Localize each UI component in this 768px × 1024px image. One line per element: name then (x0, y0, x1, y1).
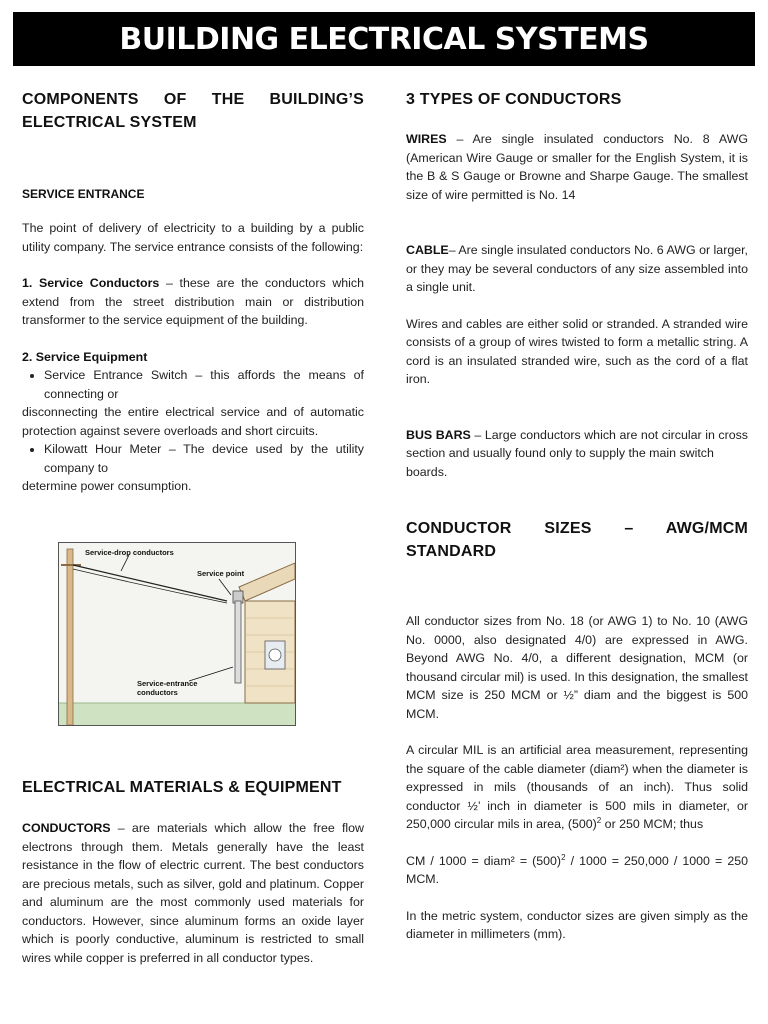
service-conductors-paragraph (22, 274, 364, 330)
bus-bars-label: BUS BARS (406, 427, 471, 442)
formula-a: CM / 1000 = diam² = (500) (406, 853, 562, 868)
list-item: • Kilowatt Hour Meter – The device used by the utility company to (44, 440, 364, 477)
bus-bars-text: – Large conductors which are not circular in cross section and usually found only to supply the main switch (406, 427, 748, 460)
formula-b: / 1000 = 250,000 / 1000 = 250 MCM. (406, 853, 748, 886)
title-banner (13, 12, 755, 66)
label-service-point: Service point (197, 569, 245, 578)
bus-bars-paragraph (406, 426, 748, 463)
cmil-superscript: 2 (596, 815, 602, 825)
left-column (22, 88, 364, 496)
service-equipment-label-line (22, 348, 364, 367)
service-entrance-heading: SERVICE ENTRANCE (22, 187, 145, 201)
utility-pole (67, 549, 73, 725)
sizes-heading: CONDUCTOR SIZES – AWG/MCM STANDARD (406, 520, 748, 560)
page-title: BUILDING ELECTRICAL SYSTEMS (119, 21, 649, 57)
left-column-lower (22, 776, 364, 967)
service-equipment-label: 2. Service Equipment (22, 349, 148, 364)
components-heading: COMPONENTS OF THE BUILDING’S ELECTRICAL SYSTEM (22, 91, 364, 131)
materials-heading: ELECTRICAL MATERIALS & EQUIPMENT (22, 779, 342, 796)
service-entrance-text: The point of delivery of electricity to a building by a public utility company. The service entrance consists of the following: (22, 221, 364, 254)
label-service-drop: Service-drop conductors (85, 548, 174, 557)
cable-text: – Are single insulated conductors No. 6 AWG or larger, or they may be several conductors of any size assembled into a single unit. (406, 243, 748, 294)
bullet1-continuation: disconnecting the entire electrical service and of automatic protection against severe overloads and short circuits. (22, 405, 364, 438)
service-conductors-label: 1. Service Conductors (22, 276, 160, 290)
service-equipment-list (22, 366, 364, 403)
conductors-text: – are materials which allow the free flow electrons through them. Metals generally have the least resistance in the flow of electric current. The best conductors are precious metals, such as silver, gold and platinum. Copper and aluminum are the most commonly used materials for conductors. However, since aluminum forms an oxide layer which is poorly conductive, aluminum is restricted to small wires while copper is preferred in all conductor types. (22, 821, 364, 965)
wires-label: WIRES (406, 132, 447, 146)
conductors-label: CONDUCTORS (22, 821, 111, 835)
cmil-text-a: A circular MIL is an artificial area measurement, representing the square of the cable diameter (diam²) when the diameter is expressed in mils (thousands of an inch). Thus solid conductor ½’ inch in diameter is 500 mils in diameter, or 250,000 circular mils in area, (500) (406, 743, 748, 831)
service-entrance-diagram (58, 542, 296, 726)
formula-paragraph (406, 852, 748, 889)
right-column (406, 88, 748, 944)
label-service-entrance-1: Service-entrance (137, 679, 198, 688)
sizes-paragraph: All conductor sizes from No. 18 (or AWG 1) to No. 10 (AWG No. 0000, also designated 4/0) are expressed in AWG. Beyond AWG No. 4/0, a different designation, MCM (or thousand circular mil) is used. In this designation, the smallest MCM size is 250 MCM or ½” diam and the biggest is 500 MCM. (406, 614, 748, 721)
bullet2-continuation: determine power consumption. (22, 479, 192, 493)
cable-label: CABLE (406, 243, 449, 257)
formula-superscript: 2 (561, 852, 566, 862)
conduit (235, 601, 241, 683)
label-service-entrance-2: conductors (137, 688, 178, 697)
metric-paragraph: In the metric system, conductor sizes are given simply as the diameter in millimeters (mm). (406, 908, 748, 941)
list-item: • Service Entrance Switch – this affords the means of connecting or (44, 366, 364, 403)
circular-mil-paragraph (406, 741, 748, 834)
service-conductors-text: – these are the conductors which extend from the street distribution main or distribution transformer to the service equipment of the building. (22, 276, 364, 327)
wires-cables-paragraph: Wires and cables are either solid or stranded. A stranded wire consists of a group of wires twisted to form a metallic string. A cord is an insulated stranded wire, such as the cord of a flat iron. (406, 316, 748, 386)
conductors-paragraph (22, 819, 364, 967)
bus-bars-continuation: boards. (406, 464, 448, 479)
cmil-text-b: or 250 MCM; thus (601, 817, 704, 831)
wires-text: – Are single insulated conductors No. 8 AWG (American Wire Gauge or smaller for the English System, it is the B & S Gauge or Browne and Sharpe Gauge. The smallest size of wire permitted is No. 14 (406, 132, 748, 202)
cable-paragraph (406, 241, 748, 297)
wires-paragraph (406, 130, 748, 204)
service-equipment-list-2 (22, 440, 364, 477)
types-heading: 3 TYPES OF CONDUCTORS (406, 91, 622, 108)
